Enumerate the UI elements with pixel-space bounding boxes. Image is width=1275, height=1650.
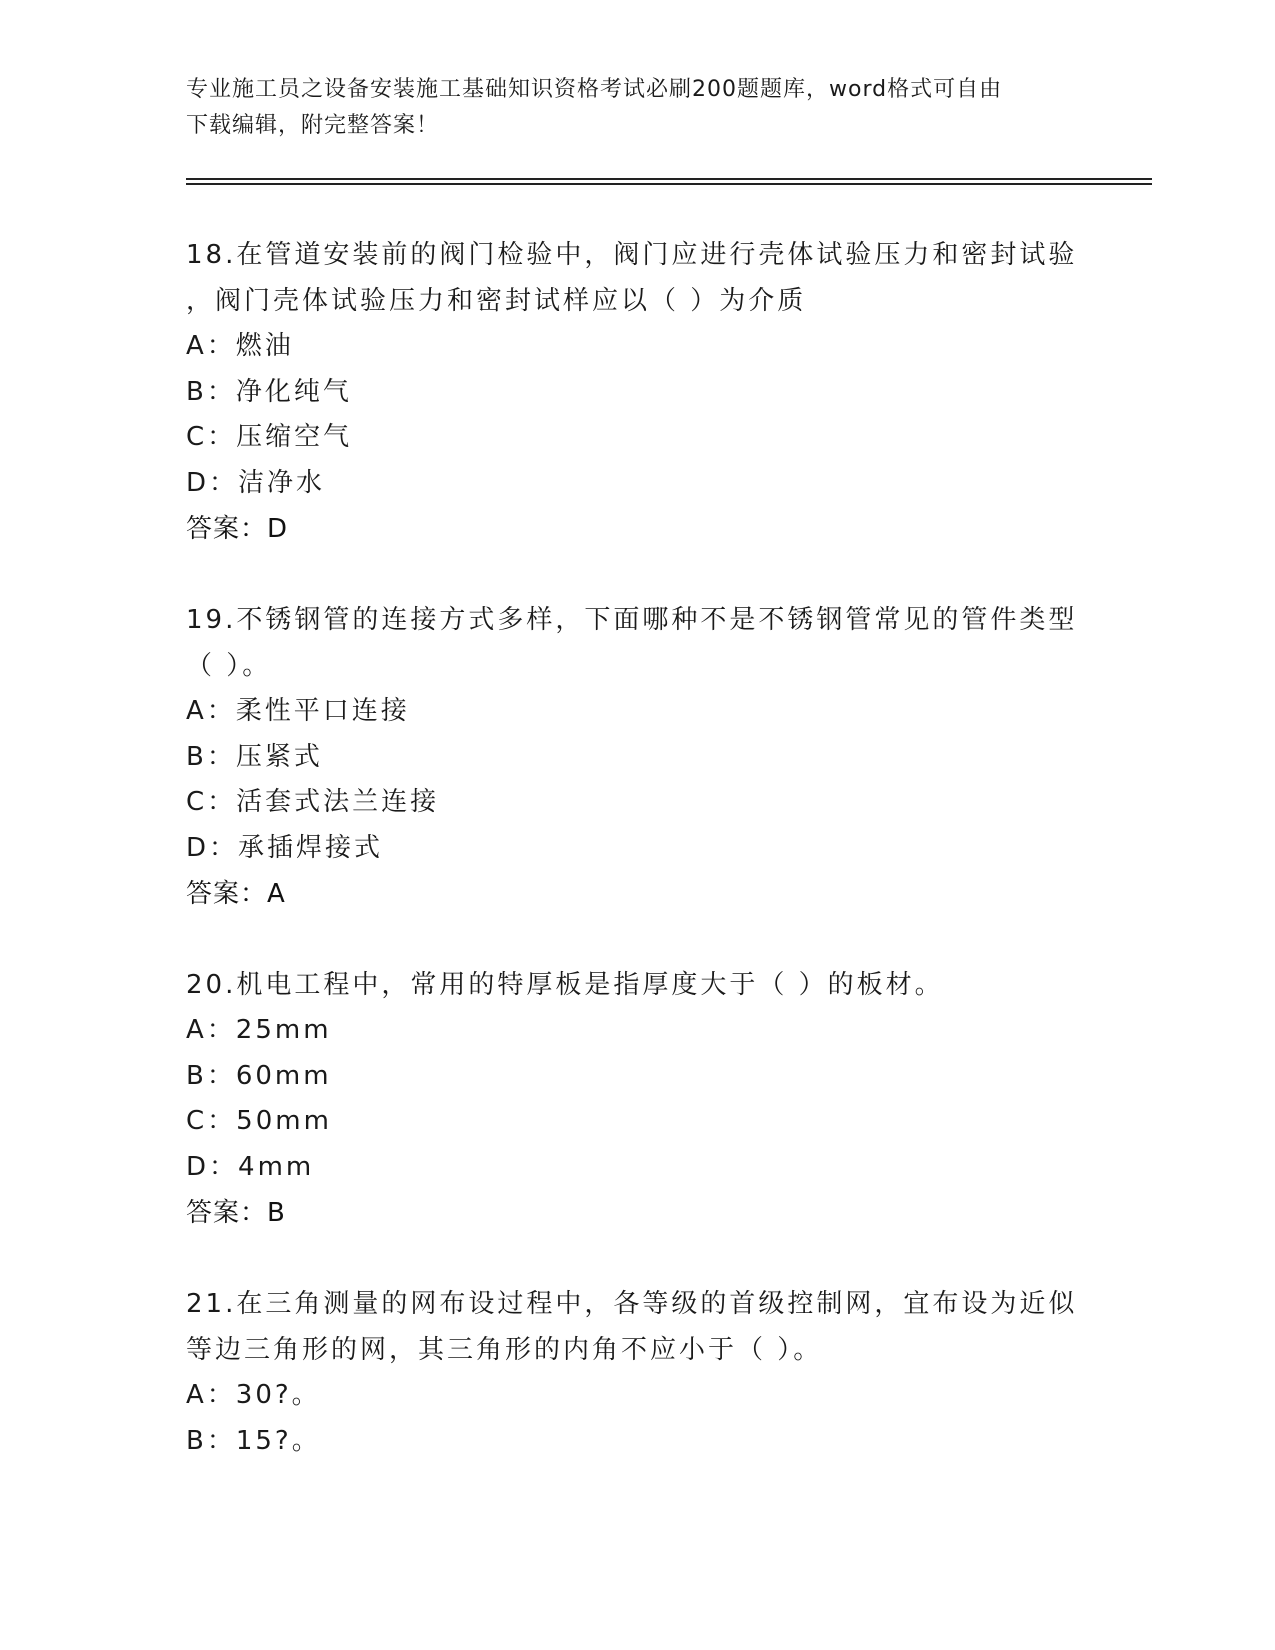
option-c: C：活套式法兰连接 <box>186 787 440 817</box>
option-d: D：洁净水 <box>186 467 326 498</box>
question-text: 19.不锈钢管的连接方式多样，下面哪种不是不锈钢管常见的管件类型 <box>186 605 1078 635</box>
option-a: A：柔性平口连接 <box>186 696 410 726</box>
option-a: A：25mm <box>186 1015 332 1045</box>
option-d: D：承插焊接式 <box>186 832 384 863</box>
option-b: B：60mm <box>186 1060 332 1091</box>
question-text: （ ）。 <box>186 651 272 681</box>
question-20 <box>186 962 1086 1236</box>
question-text: 18.在管道安装前的阀门检验中，阀门应进行壳体试验压力和密封试验 <box>186 240 1078 270</box>
document-header <box>186 72 1086 144</box>
option-b: B：15?。 <box>186 1425 321 1456</box>
question-18 <box>186 232 1086 552</box>
option-b: B：净化纯气 <box>186 376 352 407</box>
option-c: C：压缩空气 <box>186 422 353 452</box>
answer-label: 答案：B <box>186 1198 286 1228</box>
question-19 <box>186 597 1086 917</box>
option-a: A：30?。 <box>186 1380 321 1410</box>
question-text: 20.机电工程中，常用的特厚板是指厚度大于（ ）的板材。 <box>186 970 944 1000</box>
option-c: C：50mm <box>186 1106 332 1136</box>
header-line-1: 专业施工员之设备安装施工基础知识资格考试必刷200题题库，word格式可自由 <box>186 77 1003 102</box>
option-d: D：4mm <box>186 1151 315 1182</box>
question-list <box>186 232 1086 1509</box>
answer-label: 答案：A <box>186 879 286 909</box>
header-line-2: 下载编辑，附完整答案！ <box>186 113 440 138</box>
question-text: ，阀门壳体试验压力和密封试样应以（ ）为介质 <box>186 286 807 316</box>
header-divider-bottom <box>186 183 1152 185</box>
header-divider-top <box>186 178 1152 180</box>
question-text: 21.在三角测量的网布设过程中，各等级的首级控制网，宜布设为近似 <box>186 1289 1078 1319</box>
option-b: B：压紧式 <box>186 741 323 772</box>
option-a: A：燃油 <box>186 331 294 361</box>
answer-label: 答案：D <box>186 514 289 544</box>
question-text: 等边三角形的网，其三角形的内角不应小于（ ）。 <box>186 1335 823 1365</box>
question-21 <box>186 1281 1086 1464</box>
